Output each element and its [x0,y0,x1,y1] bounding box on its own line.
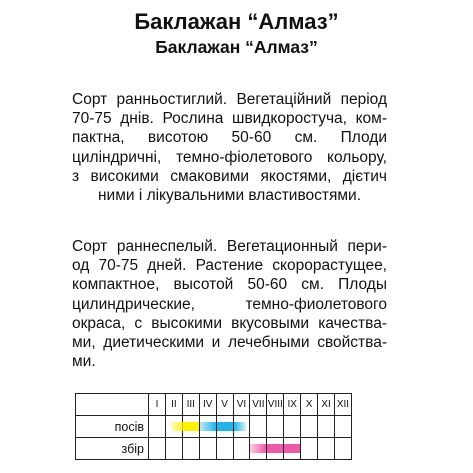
calendar-row-sowing [76,416,352,438]
description-line: Сорт ранньостиглий. Вегетаційний період [72,91,387,108]
calendar-table [75,393,352,460]
description-line: 70-75 днів. Рослина швидкоростуча, ком- [72,110,387,128]
calendar-cell [318,438,335,460]
calendar-cell [334,416,351,438]
calendar-cell [199,416,216,438]
calendar-cell [267,416,284,438]
calendar-cell [318,416,335,438]
month-header: X [301,394,318,416]
sowing-bar-cyan [200,422,216,431]
description-line: цилиндрические, темно-фиолетового [72,295,387,313]
sowing-bar-cyan [234,422,246,431]
month-header: XI [318,394,335,416]
description-line: циліндричні, темно-фіолетового кольору, [72,148,387,166]
month-header: VI [233,394,250,416]
calendar-cell [334,438,351,460]
description-line: ми. [72,353,96,371]
month-header: II [165,394,182,416]
calendar-cell [233,416,250,438]
calendar-cell [199,438,216,460]
calendar-cell [250,416,267,438]
harvest-bar-magenta [284,444,300,453]
calendar-cell [216,416,233,438]
description-line: пактна, висотою 50-60 см. Плоди [72,129,387,147]
row-label-harvest: збір [76,438,149,460]
description-line: од 70-75 дней. Растение скорорастущее, [72,257,387,275]
calendar-cell [267,438,284,460]
description-line: ними і лікувальними властивостями. [97,187,361,205]
calendar-cell [301,416,318,438]
month-header: III [182,394,199,416]
calendar-cell [233,438,250,460]
month-header: IX [284,394,301,416]
calendar-cell [149,416,166,438]
planting-calendar [75,393,352,463]
calendar-cell [250,438,267,460]
calendar-cell [165,416,182,438]
description-line: Сорт раннеспелый. Вегетационный пери- [72,238,387,255]
row-label-sowing: посів [76,416,149,438]
product-subtitle: Баклажан “Алмаз” [155,37,318,57]
month-header: VIII [267,394,284,416]
product-title: Баклажан “Алмаз” [134,9,339,34]
description-line: з високими смаковими якостями, дієтич [72,167,387,185]
calendar-cell [284,438,301,460]
month-header: IV [199,394,216,416]
calendar-cell [149,438,166,460]
calendar-cell [301,438,318,460]
description-line: компактное, высотой 50-60 см. Плоды [72,276,387,294]
calendar-row-harvest [76,438,352,460]
description-line: ми, диетическими и лечебными свойства- [72,334,387,352]
sowing-bar-cyan [217,422,233,431]
month-header: V [216,394,233,416]
description-russian [72,237,387,371]
harvest-bar-magenta [250,444,266,453]
calendar-cell [216,438,233,460]
description-line: окраса, с высокими вкусовыми качества- [72,314,387,332]
calendar-cell [284,416,301,438]
month-header: XII [334,394,351,416]
calendar-cell [165,438,182,460]
calendar-corner-cell [76,394,149,416]
harvest-bar-magenta [267,444,283,453]
calendar-header-row [76,394,352,416]
sowing-bar-yellow [183,422,199,431]
description-ukrainian [72,90,387,205]
month-header: VII [250,394,267,416]
month-header: I [149,394,166,416]
calendar-cell [182,416,199,438]
calendar-cell [182,438,199,460]
